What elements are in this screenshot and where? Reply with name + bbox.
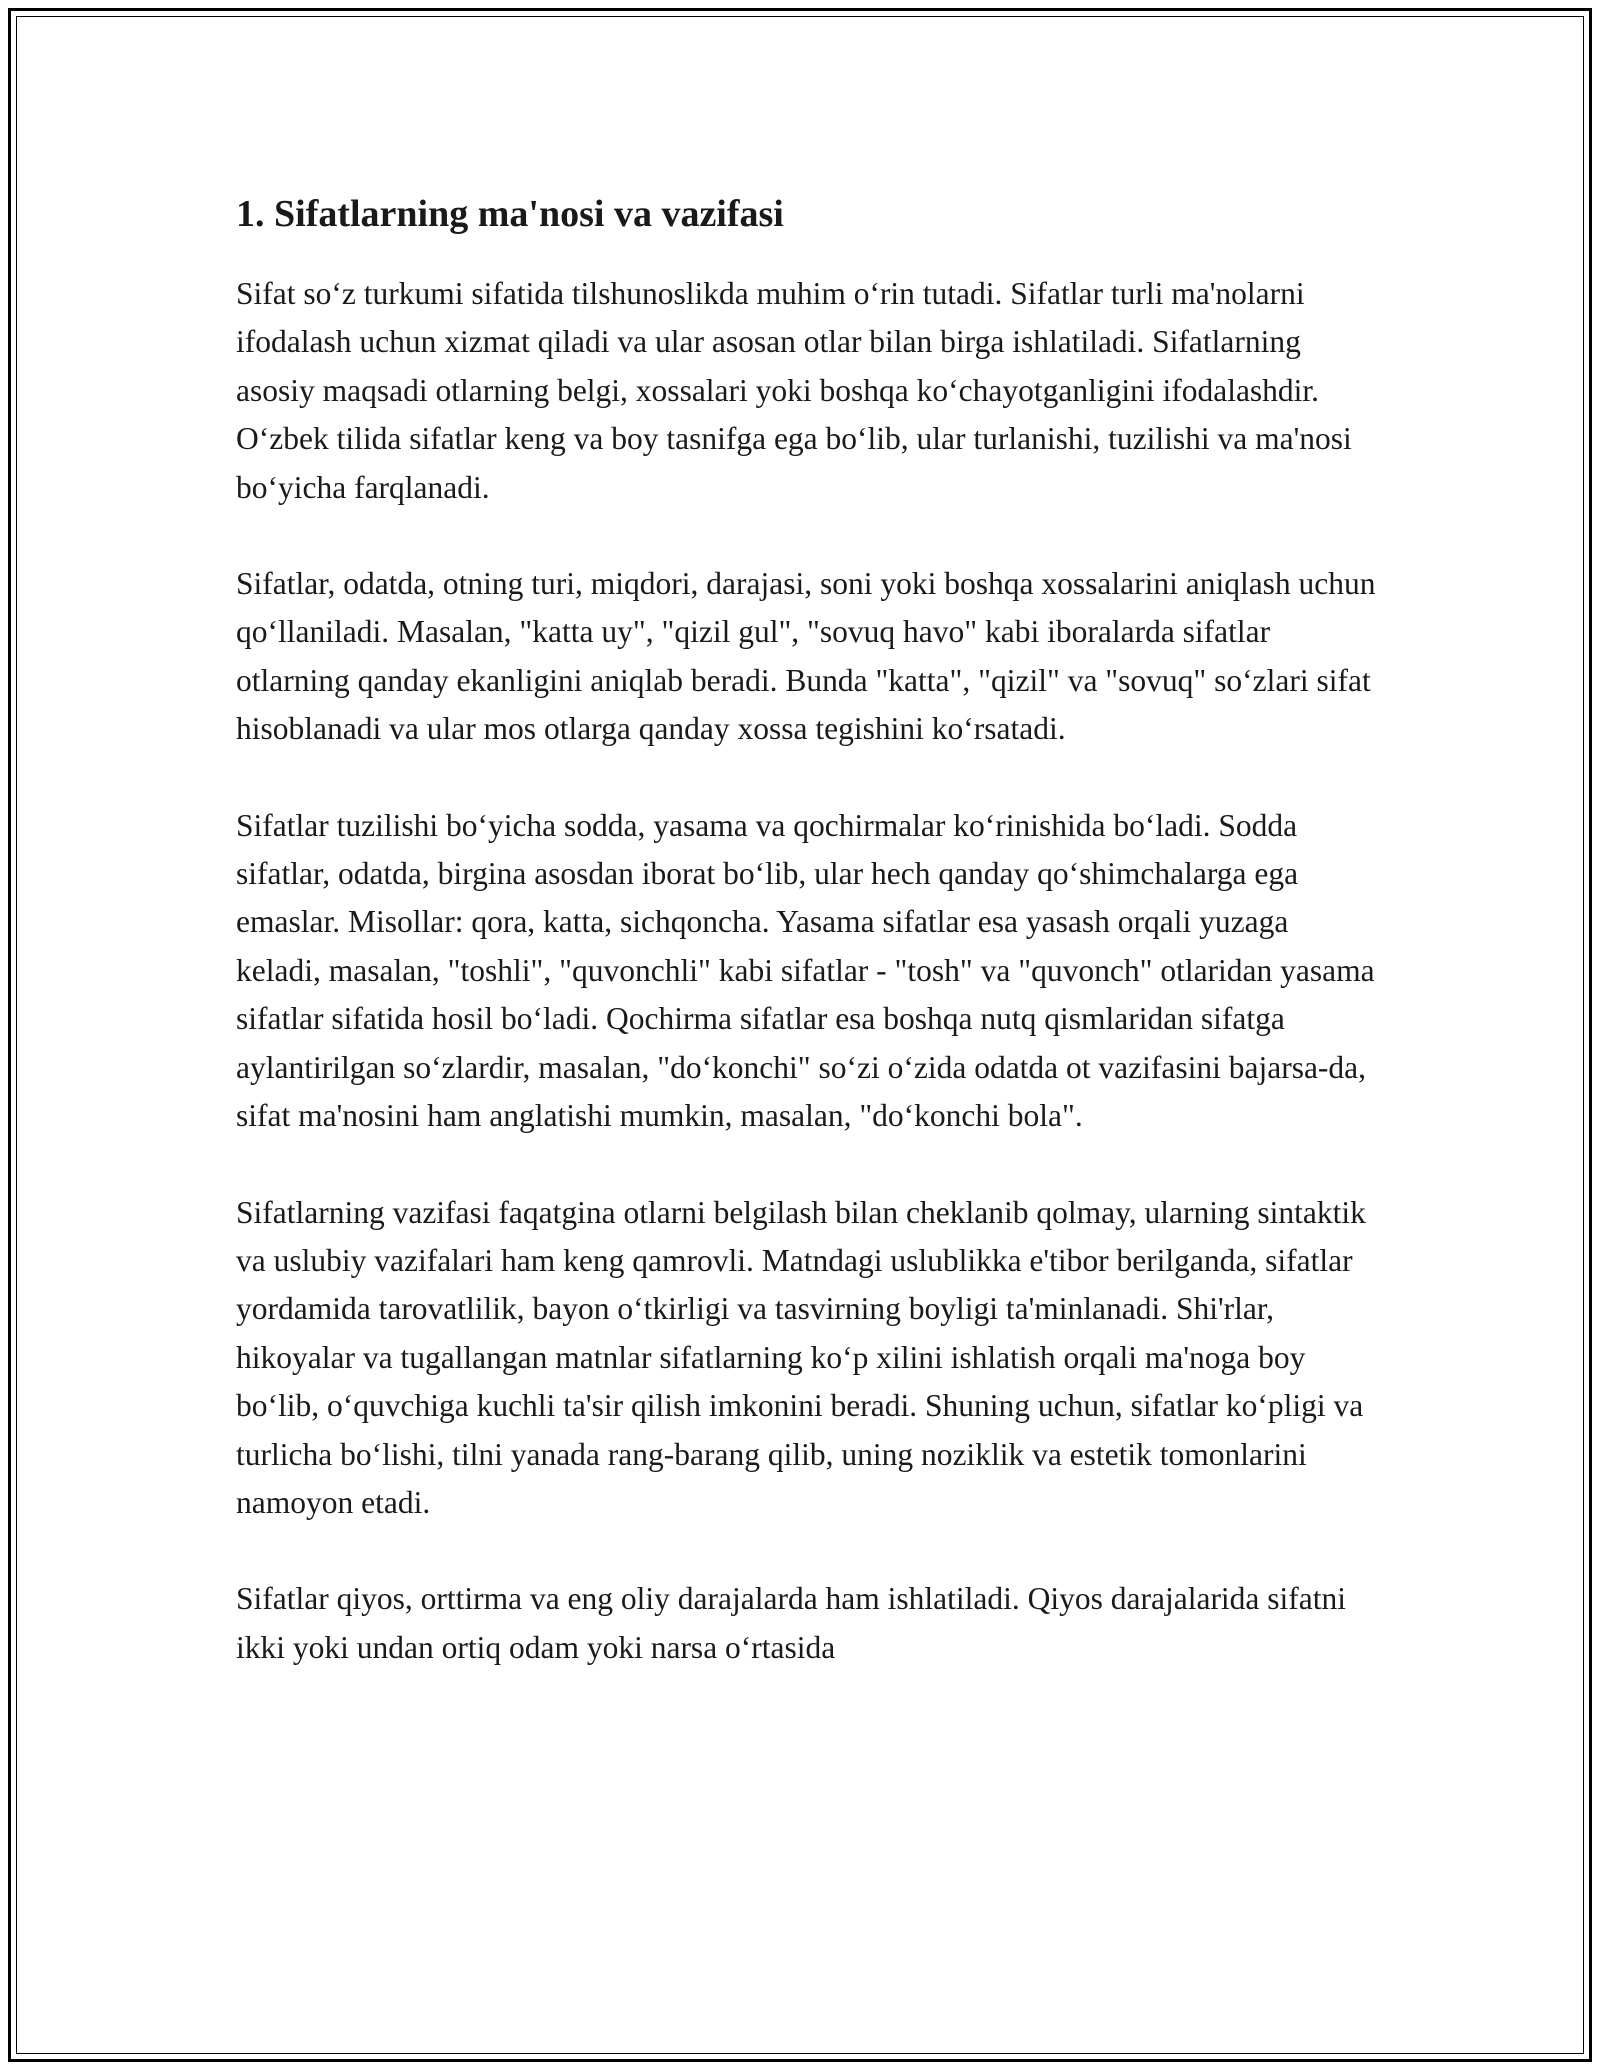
paragraph-1: Sifat so‘z turkumi sifatida tilshunoslikda muhim o‘rin tutadi. Sifatlar turli ma'nolarni ifodalash uchun xizmat qiladi va ular asosan otlar bilan birga ishlatiladi. Sifatlarning asosiy maqsadi otlarning belgi, xossalari yoki boshqa ko‘chayotganligini ifodalashdir. O‘zbek tilida sifatlar keng va boy tasnifga ega bo‘lib, ular turlanishi, tuzilishi va ma'nosi bo‘yicha farqlanadi. — [236, 276, 1352, 505]
paragraph-4: Sifatlarning vazifasi faqatgina otlarni belgilash bilan cheklanib qolmay, ularning sintaktik va uslubiy vazifalari ham keng qamrovli. Matndagi uslublikka e'tibor berilganda, sifatlar yordamida tarovatlilik, bayon o‘tkirligi va tasvirning boyligi ta'minlanadi. Shi'rlar, hikoyalar va tugallangan matnlar sifatlarning ko‘p xilini ishlatish orqali ma'noga boy bo‘lib, o‘quvchiga kuchli ta'sir qilish imkonini beradi. Shuning uchun, sifatlar ko‘pligi va turlicha bo‘lishi, tilni yanada rang-barang qilib, uning noziklik va estetik tomonlarini namoyon etadi. — [236, 1194, 1366, 1520]
document-body — [236, 186, 1376, 1720]
paragraph-2: Sifatlar, odatda, otning turi, miqdori, darajasi, soni yoki boshqa xossalarini aniqlash uchun qo‘llaniladi. Masalan, "katta uy", "qizil gul", "sovuq havo" kabi iboralarda sifatlar otlarning qanday ekanligini aniqlab beradi. Bunda "katta", "qizil" va "sovuq" so‘zlari sifat hisoblanadi va ular mos otlarga qanday xossa tegishini ko‘rsatadi. — [236, 566, 1376, 747]
paragraph-5: Sifatlar qiyos, orttirma va eng oliy darajalarda ham ishlatiladi. Qiyos darajalarida sifatni ikki yoki undan ortiq odam yoki narsa o‘rtasida — [236, 1581, 1347, 1665]
paragraph-3: Sifatlar tuzilishi bo‘yicha sodda, yasama va qochirmalar ko‘rinishida bo‘ladi. Sodda sifatlar, odatda, birgina asosdan iborat bo‘lib, ular hech qanday qo‘shimchalarga ega emaslar. Misollar: qora, katta, sichqoncha. Yasama sifatlar esa yasash orqali yuzaga keladi, masalan, "toshli", "quvonchli" kabi sifatlar - "tosh" va "quvonch" otlaridan yasama sifatlar sifatida hosil bo‘ladi. Qochirma sifatlar esa boshqa nutq qismlaridan sifatga aylantirilgan so‘zlardir, masalan, "do‘konchi" so‘zi o‘zida odatda ot vazifasini bajarsa-da, sifat ma'nosini ham anglatishi mumkin, masalan, "do‘konchi bola". — [236, 807, 1375, 1134]
section-heading: 1. Sifatlarning ma'nosi va vazifasi — [236, 193, 784, 235]
